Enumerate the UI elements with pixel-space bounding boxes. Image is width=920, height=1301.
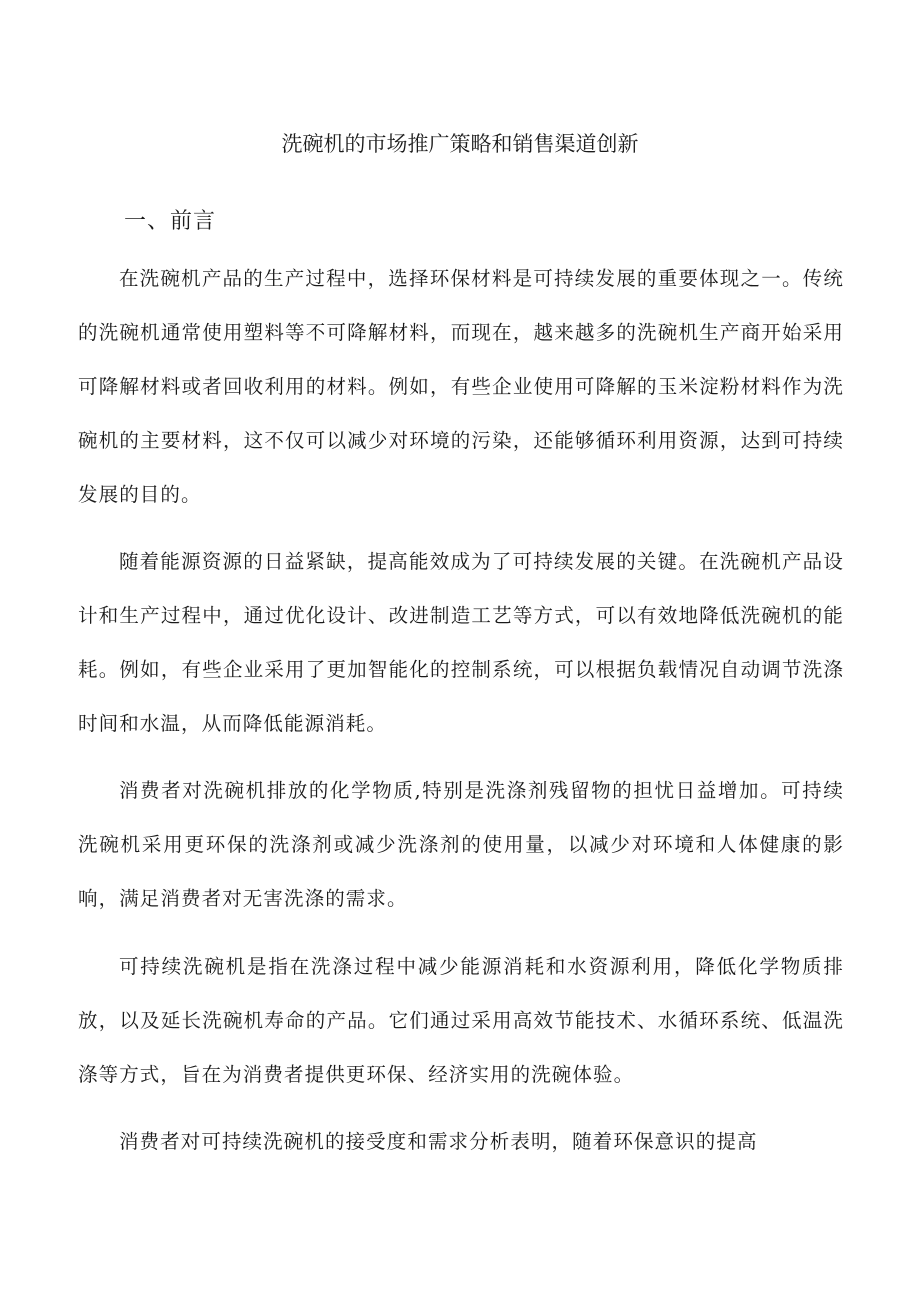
document-title: 洗碗机的市场推广策略和销售渠道创新: [281, 132, 639, 156]
paragraph-5: 消费者对可持续洗碗机的接受度和需求分析表明，随着环保意识的提高: [118, 1130, 758, 1153]
section-heading: 一、前言: [124, 209, 217, 234]
paragraph-2: 随着能源资源的日益紧缺，提高能效成为了可持续发展的关键。在洗碗机产品设计和生产过程中，通过优化设计、改进制造工艺等方式，可以有效地降低洗碗机的能耗。例如，有些企业采用了更加智能化的控制系统，可以根据负载情况自动调节洗涤时间和水温，从而降低能源消耗。: [78, 550, 844, 735]
paragraph-4: 可持续洗碗机是指在洗涤过程中减少能源消耗和水资源利用，降低化学物质排放，以及延长洗碗机寿命的产品。它们通过采用高效节能技术、水循环系统、低温洗涤等方式，旨在为消费者提供更环保、经济实用的洗碗体验。: [78, 955, 844, 1086]
paragraph-3: 消费者对洗碗机排放的化学物质,特别是洗涤剂残留物的担忧日益增加。可持续洗碗机采用更环保的洗涤剂或减少洗涤剂的使用量，以减少对环境和人体健康的影响，满足消费者对无害洗涤的需求。: [78, 779, 844, 910]
paragraph-1: 在洗碗机产品的生产过程中，选择环保材料是可持续发展的重要体现之一。传统的洗碗机通常使用塑料等不可降解材料，而现在，越来越多的洗碗机生产商开始采用可降解材料或者回收利用的材料。例如，有些企业使用可降解的玉米淀粉材料作为洗碗机的主要材料，这不仅可以减少对环境的污染，还能够循环利用资源，达到可持续发展的目的。: [78, 267, 844, 506]
